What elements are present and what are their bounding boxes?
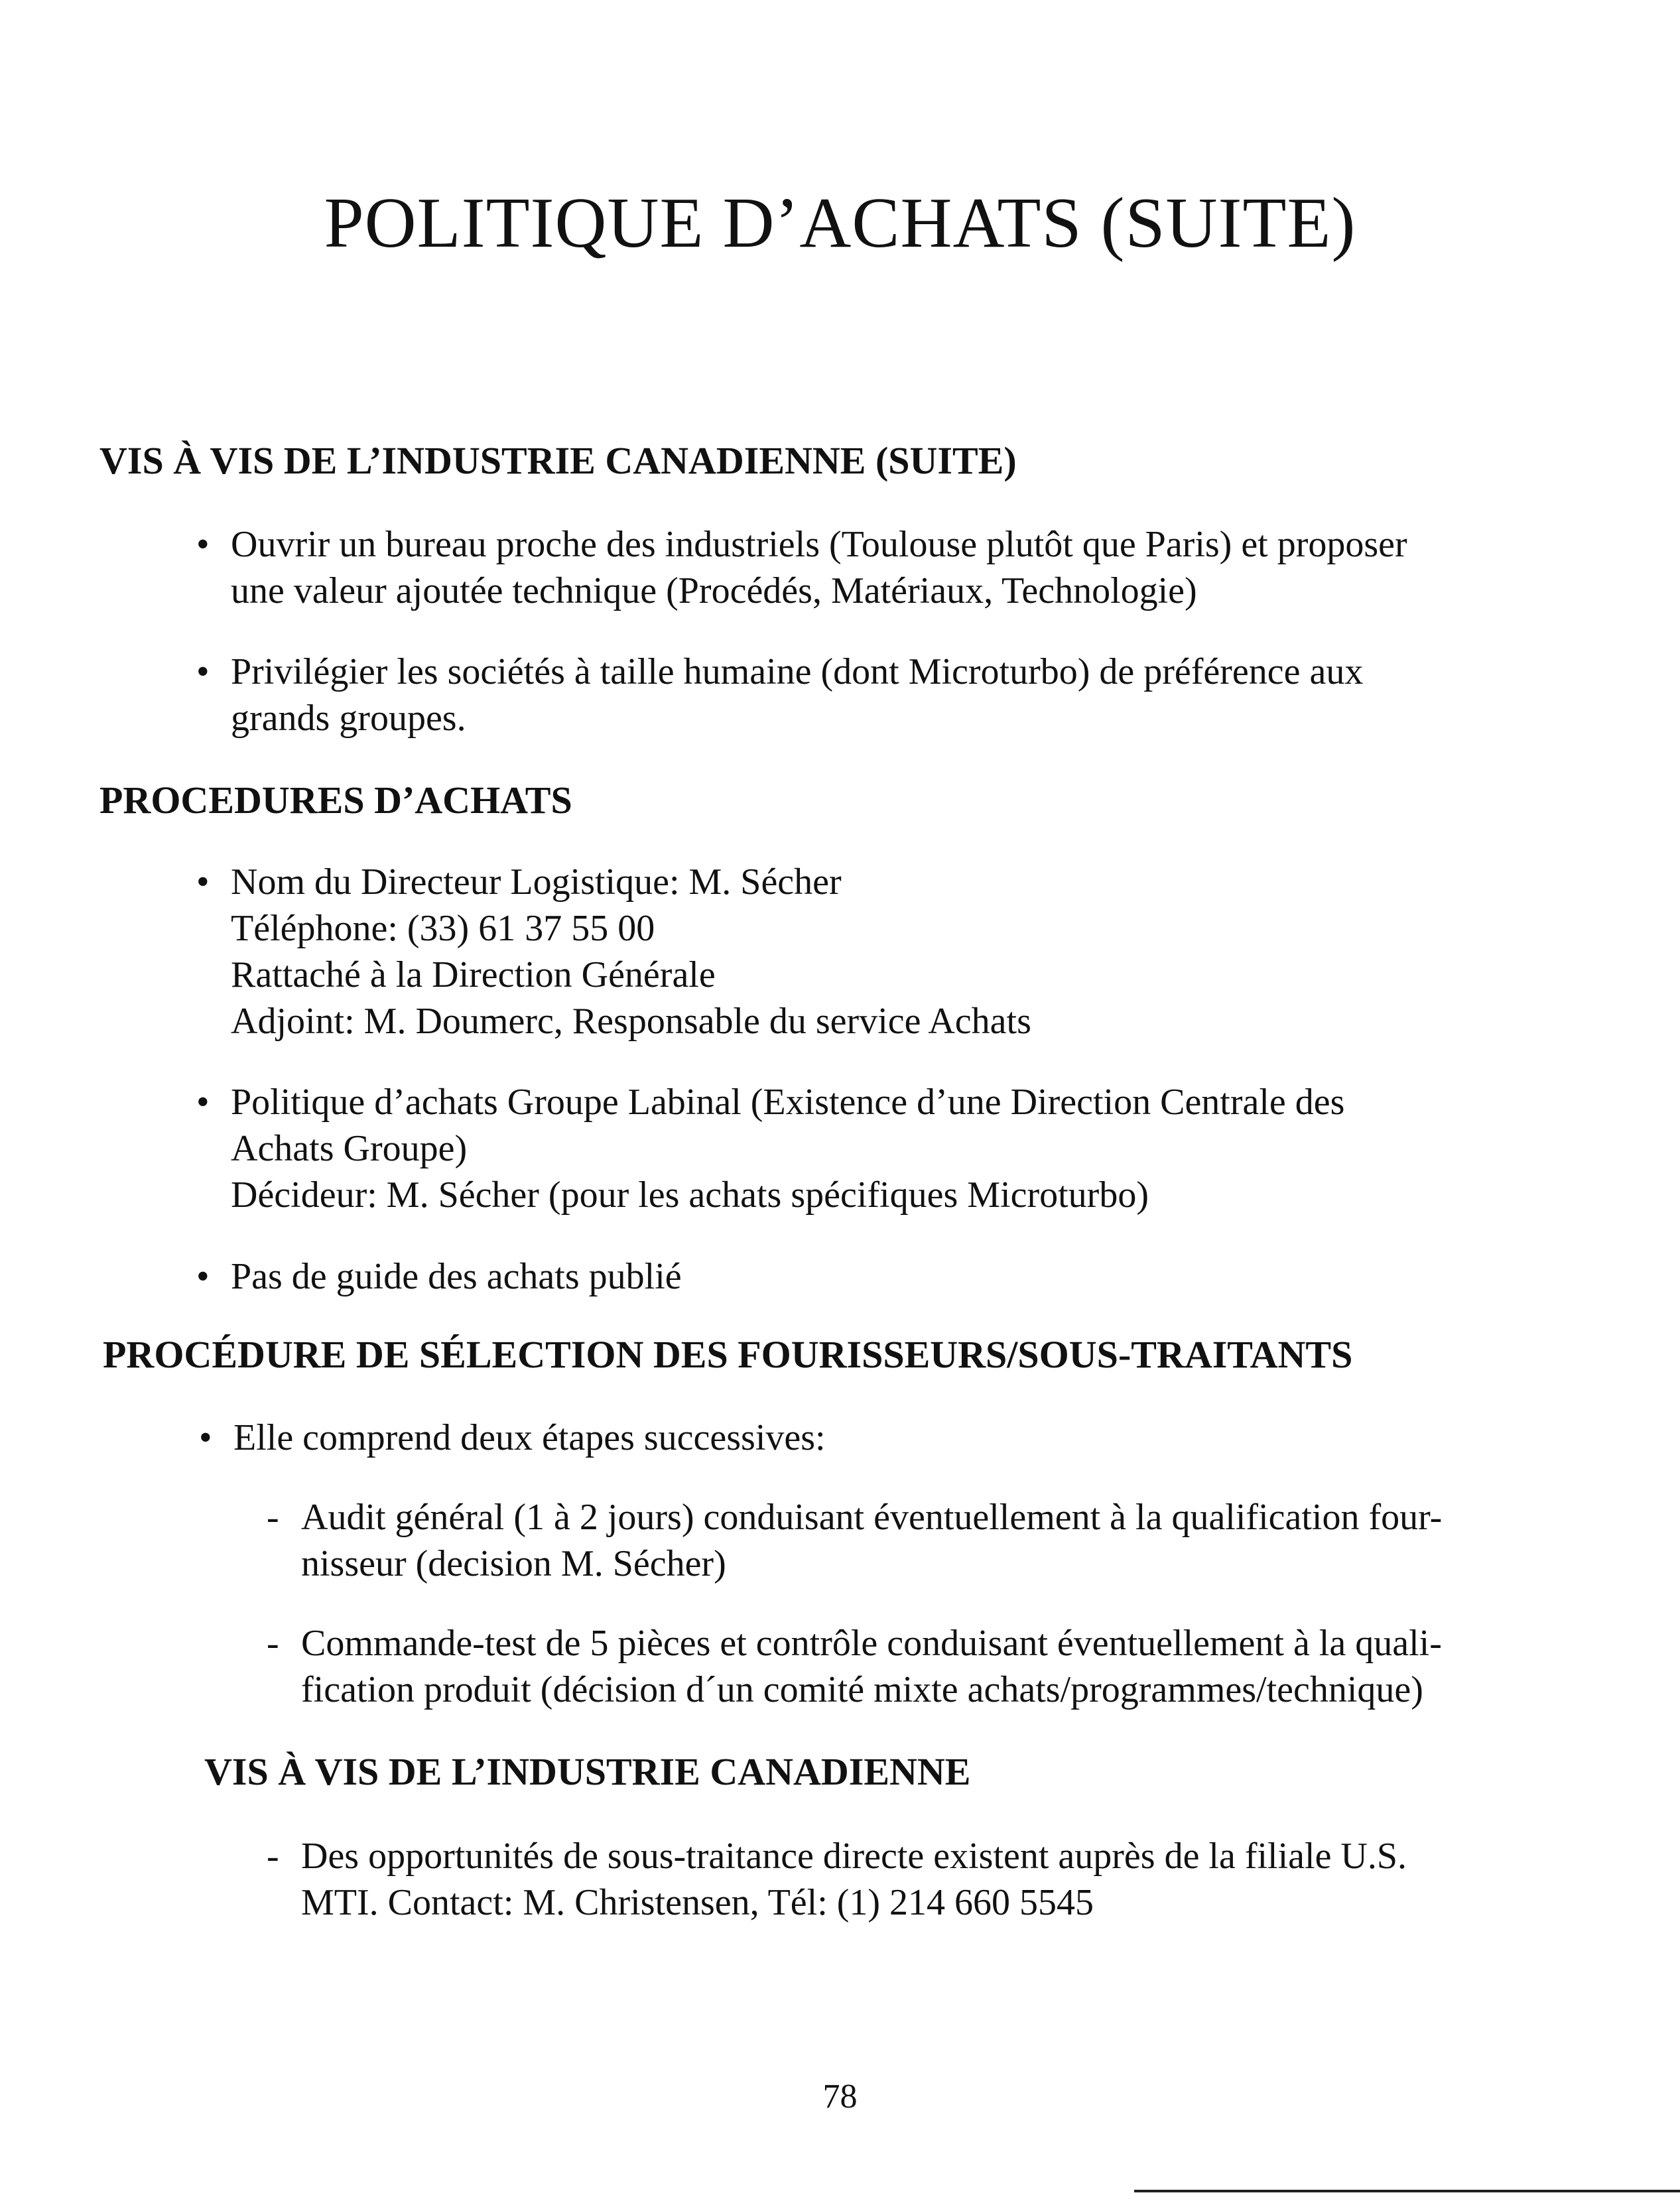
section-heading-procedures: PROCEDURES D’ACHATS — [99, 779, 572, 822]
sub-item-line: MTI. Contact: M. Christensen, Tél: (1) 214 660 5545 — [301, 1882, 1094, 1923]
page-number: 78 — [822, 2078, 858, 2115]
list-item-line: Rattaché à la Direction Générale — [231, 954, 716, 995]
list-item-line: Adjoint: M. Doumerc, Responsable du service Achats — [231, 1001, 1031, 1042]
section-heading-industrie: VIS À VIS DE L’INDUSTRIE CANADIENNE — [204, 1750, 971, 1793]
sub-item-line: nisseur (decision M. Sécher) — [301, 1543, 726, 1584]
list-item-line: Achats Groupe) — [231, 1128, 468, 1169]
bullet-icon: • — [196, 1082, 210, 1123]
list-item-line: Elle comprend deux étapes successives: — [233, 1417, 826, 1458]
dash-icon: - — [267, 1623, 279, 1664]
dash-icon: - — [267, 1836, 279, 1877]
list-item-line: Téléphone: (33) 61 37 55 00 — [231, 908, 655, 949]
bottom-rule — [1134, 2190, 1680, 2192]
list-item-line: Politique d’achats Groupe Labinal (Existence d’une Direction Centrale des — [231, 1082, 1345, 1123]
list-item-line: grands groupes. — [231, 698, 466, 739]
bullet-icon: • — [196, 1256, 210, 1297]
bullet-icon: • — [196, 651, 210, 692]
list-item-line: Décideur: M. Sécher (pour les achats spécifiques Microturbo) — [231, 1174, 1149, 1216]
list-item-line: Nom du Directeur Logistique: M. Sécher — [231, 861, 842, 903]
list-item-line: Ouvrir un bureau proche des industriels (Toulouse plutôt que Paris) et proposer — [231, 524, 1407, 565]
list-item-line: Pas de guide des achats publié — [231, 1256, 682, 1297]
bullet-icon: • — [196, 524, 210, 565]
dash-icon: - — [267, 1497, 279, 1538]
sub-item-line: Des opportunités de sous-traitance directe existent auprès de la filiale U.S. — [301, 1836, 1407, 1877]
section-heading-industrie-suite: VIS À VIS DE L’INDUSTRIE CANADIENNE (SUITE) — [99, 439, 1017, 482]
bullet-icon: • — [199, 1417, 212, 1458]
sub-item-line: Audit général (1 à 2 jours) conduisant éventuellement à la qualification four- — [301, 1497, 1443, 1538]
sub-item-line: Commande-test de 5 pièces et contrôle conduisant éventuellement à la quali- — [301, 1623, 1442, 1664]
list-item-line: une valeur ajoutée technique (Procédés, Matériaux, Technologie) — [231, 570, 1197, 611]
page-title: POLITIQUE D’ACHATS (SUITE) — [324, 184, 1356, 263]
sub-item-line: fication produit (décision d´un comité mixte achats/programmes/technique) — [301, 1669, 1423, 1710]
bullet-icon: • — [196, 861, 210, 903]
section-heading-selection: PROCÉDURE DE SÉLECTION DES FOURISSEURS/SOUS-TRAITANTS — [103, 1333, 1353, 1376]
list-item-line: Privilégier les sociétés à taille humaine (dont Microturbo) de préférence aux — [231, 651, 1364, 692]
